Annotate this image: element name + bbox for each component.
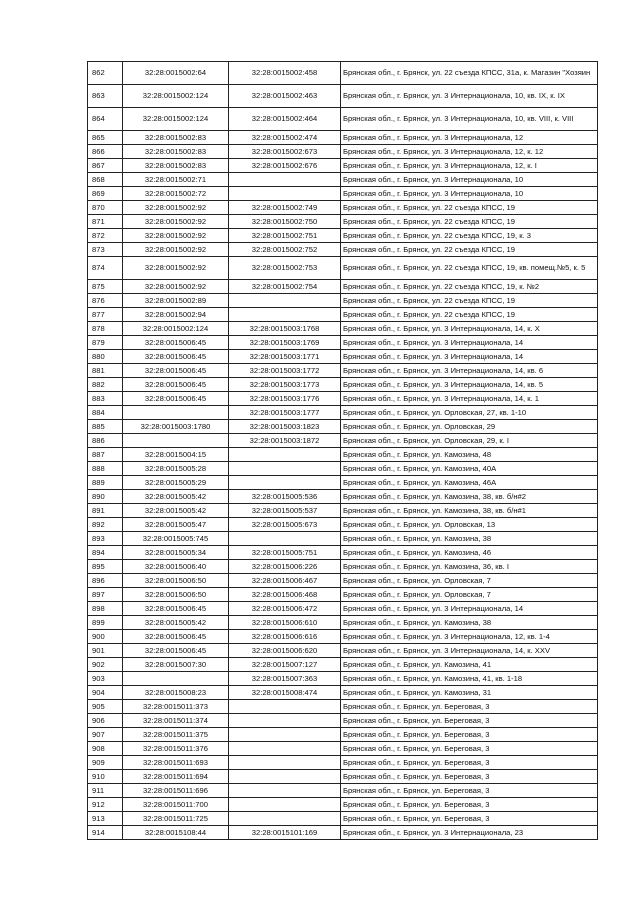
land-cadastral-number-cell: 32:28:0015004:15 bbox=[123, 448, 229, 462]
land-cadastral-number-cell: 32:28:0015005:745 bbox=[123, 532, 229, 546]
row-number-cell: 891 bbox=[88, 504, 123, 518]
table-row bbox=[88, 434, 598, 448]
table-row bbox=[88, 588, 598, 602]
address-cell: Брянская обл., г. Брянск, ул. Орловская, 13 bbox=[341, 518, 598, 532]
address-cell: Брянская обл., г. Брянск, ул. Береговая, 3 bbox=[341, 812, 598, 826]
object-cadastral-number-cell: 32:28:0015002:463 bbox=[229, 85, 341, 108]
table-row bbox=[88, 322, 598, 336]
row-number-cell: 888 bbox=[88, 462, 123, 476]
address-cell: Брянская обл., г. Брянск, ул. Камозина, 41 bbox=[341, 658, 598, 672]
table-row bbox=[88, 658, 598, 672]
table-row bbox=[88, 784, 598, 798]
land-cadastral-number-cell: 32:28:0015006:45 bbox=[123, 378, 229, 392]
row-number-cell: 901 bbox=[88, 644, 123, 658]
address-cell: Брянская обл., г. Брянск, ул. 22 съезда КПСС, 31а, к. Магазин "Хозяин bbox=[341, 62, 598, 85]
address-cell: Брянская обл., г. Брянск, ул. 3 Интернационала, 14, кв. 5 bbox=[341, 378, 598, 392]
land-cadastral-number-cell: 32:28:0015011:376 bbox=[123, 742, 229, 756]
table-row bbox=[88, 518, 598, 532]
table-row bbox=[88, 546, 598, 560]
table-row bbox=[88, 215, 598, 229]
land-cadastral-number-cell: 32:28:0015006:45 bbox=[123, 364, 229, 378]
address-cell: Брянская обл., г. Брянск, ул. 3 Интернационала, 10, кв. VIII, к. VIII bbox=[341, 108, 598, 131]
object-cadastral-number-cell: 32:28:0015101:169 bbox=[229, 826, 341, 840]
row-number-cell: 884 bbox=[88, 406, 123, 420]
row-number-cell: 862 bbox=[88, 62, 123, 85]
table-row bbox=[88, 812, 598, 826]
land-cadastral-number-cell: 32:28:0015011:725 bbox=[123, 812, 229, 826]
row-number-cell: 900 bbox=[88, 630, 123, 644]
land-cadastral-number-cell: 32:28:0015002:72 bbox=[123, 187, 229, 201]
object-cadastral-number-cell: 32:28:0015005:537 bbox=[229, 504, 341, 518]
object-cadastral-number-cell: 32:28:0015002:750 bbox=[229, 215, 341, 229]
row-number-cell: 880 bbox=[88, 350, 123, 364]
address-cell: Брянская обл., г. Брянск, ул. 3 Интернационала, 14 bbox=[341, 350, 598, 364]
address-cell: Брянская обл., г. Брянск, ул. 3 Интернационала, 14 bbox=[341, 602, 598, 616]
land-cadastral-number-cell: 32:28:0015002:64 bbox=[123, 62, 229, 85]
table-row bbox=[88, 686, 598, 700]
land-cadastral-number-cell: 32:28:0015002:92 bbox=[123, 229, 229, 243]
address-cell: Брянская обл., г. Брянск, ул. 22 съезда КПСС, 19, к. №2 bbox=[341, 280, 598, 294]
object-cadastral-number-cell: 32:28:0015006:467 bbox=[229, 574, 341, 588]
address-cell: Брянская обл., г. Брянск, ул. 22 съезда КПСС, 19 bbox=[341, 201, 598, 215]
row-number-cell: 898 bbox=[88, 602, 123, 616]
row-number-cell: 909 bbox=[88, 756, 123, 770]
object-cadastral-number-cell bbox=[229, 784, 341, 798]
address-cell: Брянская обл., г. Брянск, ул. 22 съезда КПСС, 19, кв. помещ.№5, к. 5 bbox=[341, 257, 598, 280]
address-cell: Брянская обл., г. Брянск, ул. 22 съезда КПСС, 19 bbox=[341, 215, 598, 229]
object-cadastral-number-cell: 32:28:0015003:1772 bbox=[229, 364, 341, 378]
row-number-cell: 899 bbox=[88, 616, 123, 630]
land-cadastral-number-cell: 32:28:0015011:693 bbox=[123, 756, 229, 770]
address-cell: Брянская обл., г. Брянск, ул. 3 Интернационала, 23 bbox=[341, 826, 598, 840]
land-cadastral-number-cell: 32:28:0015006:45 bbox=[123, 602, 229, 616]
address-cell: Брянская обл., г. Брянск, ул. Орловская, 7 bbox=[341, 588, 598, 602]
object-cadastral-number-cell bbox=[229, 770, 341, 784]
address-cell: Брянская обл., г. Брянск, ул. 3 Интернационала, 14, кв. 6 bbox=[341, 364, 598, 378]
row-number-cell: 910 bbox=[88, 770, 123, 784]
table-row bbox=[88, 257, 598, 280]
table-row bbox=[88, 616, 598, 630]
row-number-cell: 894 bbox=[88, 546, 123, 560]
row-number-cell: 873 bbox=[88, 243, 123, 257]
object-cadastral-number-cell: 32:28:0015003:1771 bbox=[229, 350, 341, 364]
table-row bbox=[88, 742, 598, 756]
address-cell: Брянская обл., г. Брянск, ул. 22 съезда КПСС, 19 bbox=[341, 294, 598, 308]
address-cell: Брянская обл., г. Брянск, ул. Береговая, 3 bbox=[341, 728, 598, 742]
address-cell: Брянская обл., г. Брянск, ул. Камозина, 36, кв. I bbox=[341, 560, 598, 574]
address-cell: Брянская обл., г. Брянск, ул. Орловская, 7 bbox=[341, 574, 598, 588]
table-row bbox=[88, 770, 598, 784]
object-cadastral-number-cell: 32:28:0015005:673 bbox=[229, 518, 341, 532]
land-cadastral-number-cell: 32:28:0015008:23 bbox=[123, 686, 229, 700]
address-cell: Брянская обл., г. Брянск, ул. Камозина, 38 bbox=[341, 616, 598, 630]
row-number-cell: 903 bbox=[88, 672, 123, 686]
row-number-cell: 885 bbox=[88, 420, 123, 434]
land-cadastral-number-cell: 32:28:0015002:92 bbox=[123, 243, 229, 257]
object-cadastral-number-cell: 32:28:0015005:751 bbox=[229, 546, 341, 560]
table-row bbox=[88, 700, 598, 714]
table-row bbox=[88, 392, 598, 406]
object-cadastral-number-cell: 32:28:0015006:620 bbox=[229, 644, 341, 658]
land-cadastral-number-cell bbox=[123, 434, 229, 448]
object-cadastral-number-cell: 32:28:0015003:1777 bbox=[229, 406, 341, 420]
object-cadastral-number-cell: 32:28:0015006:616 bbox=[229, 630, 341, 644]
address-cell: Брянская обл., г. Брянск, ул. Камозина, 40А bbox=[341, 462, 598, 476]
table-row bbox=[88, 85, 598, 108]
row-number-cell: 896 bbox=[88, 574, 123, 588]
address-cell: Брянская обл., г. Брянск, ул. Береговая, 3 bbox=[341, 770, 598, 784]
object-cadastral-number-cell: 32:28:0015003:1776 bbox=[229, 392, 341, 406]
address-cell: Брянская обл., г. Брянск, ул. 22 съезда КПСС, 19 bbox=[341, 308, 598, 322]
object-cadastral-number-cell bbox=[229, 700, 341, 714]
row-number-cell: 887 bbox=[88, 448, 123, 462]
table-row bbox=[88, 159, 598, 173]
address-cell: Брянская обл., г. Брянск, ул. Камозина, 38, кв. б/н#1 bbox=[341, 504, 598, 518]
object-cadastral-number-cell: 32:28:0015007:363 bbox=[229, 672, 341, 686]
address-cell: Брянская обл., г. Брянск, ул. 3 Интернационала, 12, к. I bbox=[341, 159, 598, 173]
address-cell: Брянская обл., г. Брянск, ул. 3 Интернационала, 12, к. 12 bbox=[341, 145, 598, 159]
row-number-cell: 868 bbox=[88, 173, 123, 187]
row-number-cell: 874 bbox=[88, 257, 123, 280]
object-cadastral-number-cell: 32:28:0015003:1823 bbox=[229, 420, 341, 434]
table-row bbox=[88, 378, 598, 392]
row-number-cell: 905 bbox=[88, 700, 123, 714]
table-row bbox=[88, 448, 598, 462]
row-number-cell: 878 bbox=[88, 322, 123, 336]
object-cadastral-number-cell: 32:28:0015002:752 bbox=[229, 243, 341, 257]
table-row bbox=[88, 756, 598, 770]
row-number-cell: 893 bbox=[88, 532, 123, 546]
object-cadastral-number-cell: 32:28:0015003:1768 bbox=[229, 322, 341, 336]
address-cell: Брянская обл., г. Брянск, ул. Камозина, 38 bbox=[341, 532, 598, 546]
object-cadastral-number-cell: 32:28:0015002:676 bbox=[229, 159, 341, 173]
table-row bbox=[88, 229, 598, 243]
land-cadastral-number-cell: 32:28:0015002:92 bbox=[123, 201, 229, 215]
table-row bbox=[88, 201, 598, 215]
row-number-cell: 913 bbox=[88, 812, 123, 826]
address-cell: Брянская обл., г. Брянск, ул. Орловская, 29 bbox=[341, 420, 598, 434]
address-cell: Брянская обл., г. Брянск, ул. Камозина, 46 bbox=[341, 546, 598, 560]
land-cadastral-number-cell: 32:28:0015006:50 bbox=[123, 588, 229, 602]
address-cell: Брянская обл., г. Брянск, ул. 3 Интернационала, 10, кв. IX, к. IX bbox=[341, 85, 598, 108]
row-number-cell: 870 bbox=[88, 201, 123, 215]
row-number-cell: 877 bbox=[88, 308, 123, 322]
row-number-cell: 914 bbox=[88, 826, 123, 840]
land-cadastral-number-cell: 32:28:0015011:694 bbox=[123, 770, 229, 784]
table-row bbox=[88, 826, 598, 840]
address-cell: Брянская обл., г. Брянск, ул. 3 Интернационала, 14, к. X bbox=[341, 322, 598, 336]
row-number-cell: 904 bbox=[88, 686, 123, 700]
table-row bbox=[88, 406, 598, 420]
land-cadastral-number-cell: 32:28:0015108:44 bbox=[123, 826, 229, 840]
table-row bbox=[88, 280, 598, 294]
address-cell: Брянская обл., г. Брянск, ул. 3 Интернационала, 12, кв. 1-4 bbox=[341, 630, 598, 644]
address-cell: Брянская обл., г. Брянск, ул. 3 Интернационала, 10 bbox=[341, 187, 598, 201]
table-row bbox=[88, 243, 598, 257]
object-cadastral-number-cell bbox=[229, 532, 341, 546]
cadastral-register-table bbox=[87, 61, 598, 840]
land-cadastral-number-cell: 32:28:0015002:89 bbox=[123, 294, 229, 308]
row-number-cell: 881 bbox=[88, 364, 123, 378]
object-cadastral-number-cell: 32:28:0015006:468 bbox=[229, 588, 341, 602]
object-cadastral-number-cell bbox=[229, 798, 341, 812]
row-number-cell: 886 bbox=[88, 434, 123, 448]
land-cadastral-number-cell: 32:28:0015002:92 bbox=[123, 257, 229, 280]
object-cadastral-number-cell: 32:28:0015008:474 bbox=[229, 686, 341, 700]
land-cadastral-number-cell: 32:28:0015005:42 bbox=[123, 504, 229, 518]
table-row bbox=[88, 504, 598, 518]
land-cadastral-number-cell: 32:28:0015006:45 bbox=[123, 350, 229, 364]
row-number-cell: 869 bbox=[88, 187, 123, 201]
address-cell: Брянская обл., г. Брянск, ул. Камозина, 31 bbox=[341, 686, 598, 700]
land-cadastral-number-cell: 32:28:0015005:34 bbox=[123, 546, 229, 560]
object-cadastral-number-cell: 32:28:0015002:458 bbox=[229, 62, 341, 85]
table-row bbox=[88, 574, 598, 588]
land-cadastral-number-cell: 32:28:0015005:47 bbox=[123, 518, 229, 532]
address-cell: Брянская обл., г. Брянск, ул. 3 Интернационала, 14, к. XXV bbox=[341, 644, 598, 658]
object-cadastral-number-cell bbox=[229, 187, 341, 201]
object-cadastral-number-cell: 32:28:0015007:127 bbox=[229, 658, 341, 672]
land-cadastral-number-cell: 32:28:0015005:42 bbox=[123, 490, 229, 504]
land-cadastral-number-cell: 32:28:0015002:83 bbox=[123, 145, 229, 159]
object-cadastral-number-cell bbox=[229, 294, 341, 308]
row-number-cell: 889 bbox=[88, 476, 123, 490]
row-number-cell: 902 bbox=[88, 658, 123, 672]
address-cell: Брянская обл., г. Брянск, ул. 3 Интернационала, 10 bbox=[341, 173, 598, 187]
table-row bbox=[88, 602, 598, 616]
land-cadastral-number-cell: 32:28:0015011:374 bbox=[123, 714, 229, 728]
address-cell: Брянская обл., г. Брянск, ул. 3 Интернационала, 14, к. 1 bbox=[341, 392, 598, 406]
row-number-cell: 895 bbox=[88, 560, 123, 574]
land-cadastral-number-cell: 32:28:0015007:30 bbox=[123, 658, 229, 672]
table-row bbox=[88, 187, 598, 201]
land-cadastral-number-cell: 32:28:0015002:83 bbox=[123, 159, 229, 173]
object-cadastral-number-cell bbox=[229, 756, 341, 770]
table-row bbox=[88, 364, 598, 378]
address-cell: Брянская обл., г. Брянск, ул. Камозина, 46А bbox=[341, 476, 598, 490]
object-cadastral-number-cell: 32:28:0015006:472 bbox=[229, 602, 341, 616]
row-number-cell: 897 bbox=[88, 588, 123, 602]
object-cadastral-number-cell: 32:28:0015002:464 bbox=[229, 108, 341, 131]
address-cell: Брянская обл., г. Брянск, ул. Камозина, 41, кв. 1-18 bbox=[341, 672, 598, 686]
object-cadastral-number-cell bbox=[229, 308, 341, 322]
object-cadastral-number-cell: 32:28:0015006:226 bbox=[229, 560, 341, 574]
land-cadastral-number-cell: 32:28:0015005:29 bbox=[123, 476, 229, 490]
object-cadastral-number-cell bbox=[229, 728, 341, 742]
table-row bbox=[88, 714, 598, 728]
address-cell: Брянская обл., г. Брянск, ул. Камозина, 38, кв. б/н#2 bbox=[341, 490, 598, 504]
row-number-cell: 892 bbox=[88, 518, 123, 532]
object-cadastral-number-cell bbox=[229, 173, 341, 187]
land-cadastral-number-cell: 32:28:0015006:45 bbox=[123, 644, 229, 658]
land-cadastral-number-cell: 32:28:0015002:124 bbox=[123, 322, 229, 336]
land-cadastral-number-cell: 32:28:0015002:124 bbox=[123, 85, 229, 108]
table-row bbox=[88, 728, 598, 742]
table-row bbox=[88, 798, 598, 812]
land-cadastral-number-cell: 32:28:0015006:45 bbox=[123, 336, 229, 350]
object-cadastral-number-cell: 32:28:0015006:610 bbox=[229, 616, 341, 630]
table-row bbox=[88, 560, 598, 574]
row-number-cell: 864 bbox=[88, 108, 123, 131]
land-cadastral-number-cell bbox=[123, 672, 229, 686]
object-cadastral-number-cell: 32:28:0015002:751 bbox=[229, 229, 341, 243]
table-row bbox=[88, 532, 598, 546]
row-number-cell: 912 bbox=[88, 798, 123, 812]
land-cadastral-number-cell: 32:28:0015002:92 bbox=[123, 280, 229, 294]
address-cell: Брянская обл., г. Брянск, ул. Береговая, 3 bbox=[341, 798, 598, 812]
address-cell: Брянская обл., г. Брянск, ул. 3 Интернационала, 12 bbox=[341, 131, 598, 145]
object-cadastral-number-cell bbox=[229, 448, 341, 462]
address-cell: Брянская обл., г. Брянск, ул. 3 Интернационала, 14 bbox=[341, 336, 598, 350]
row-number-cell: 906 bbox=[88, 714, 123, 728]
address-cell: Брянская обл., г. Брянск, ул. Орловская, 29, к. I bbox=[341, 434, 598, 448]
row-number-cell: 883 bbox=[88, 392, 123, 406]
row-number-cell: 890 bbox=[88, 490, 123, 504]
table-row bbox=[88, 672, 598, 686]
land-cadastral-number-cell: 32:28:0015005:42 bbox=[123, 616, 229, 630]
row-number-cell: 866 bbox=[88, 145, 123, 159]
table-row bbox=[88, 350, 598, 364]
row-number-cell: 863 bbox=[88, 85, 123, 108]
land-cadastral-number-cell: 32:28:0015002:124 bbox=[123, 108, 229, 131]
object-cadastral-number-cell: 32:28:0015003:1769 bbox=[229, 336, 341, 350]
address-cell: Брянская обл., г. Брянск, ул. Береговая, 3 bbox=[341, 756, 598, 770]
object-cadastral-number-cell: 32:28:0015002:753 bbox=[229, 257, 341, 280]
table-row bbox=[88, 62, 598, 85]
object-cadastral-number-cell: 32:28:0015003:1872 bbox=[229, 434, 341, 448]
object-cadastral-number-cell: 32:28:0015002:749 bbox=[229, 201, 341, 215]
table-row bbox=[88, 462, 598, 476]
land-cadastral-number-cell: 32:28:0015002:94 bbox=[123, 308, 229, 322]
table-row bbox=[88, 108, 598, 131]
address-cell: Брянская обл., г. Брянск, ул. Береговая, 3 bbox=[341, 700, 598, 714]
row-number-cell: 907 bbox=[88, 728, 123, 742]
table-row bbox=[88, 294, 598, 308]
row-number-cell: 882 bbox=[88, 378, 123, 392]
table-row bbox=[88, 173, 598, 187]
land-cadastral-number-cell: 32:28:0015002:92 bbox=[123, 215, 229, 229]
table-row bbox=[88, 145, 598, 159]
land-cadastral-number-cell: 32:28:0015011:373 bbox=[123, 700, 229, 714]
table-row bbox=[88, 336, 598, 350]
row-number-cell: 872 bbox=[88, 229, 123, 243]
object-cadastral-number-cell: 32:28:0015002:474 bbox=[229, 131, 341, 145]
object-cadastral-number-cell: 32:28:0015002:754 bbox=[229, 280, 341, 294]
row-number-cell: 879 bbox=[88, 336, 123, 350]
object-cadastral-number-cell bbox=[229, 812, 341, 826]
object-cadastral-number-cell: 32:28:0015003:1773 bbox=[229, 378, 341, 392]
address-cell: Брянская обл., г. Брянск, ул. 22 съезда КПСС, 19, к. 3 bbox=[341, 229, 598, 243]
land-cadastral-number-cell: 32:28:0015003:1780 bbox=[123, 420, 229, 434]
land-cadastral-number-cell: 32:28:0015006:45 bbox=[123, 630, 229, 644]
table-row bbox=[88, 490, 598, 504]
table-row bbox=[88, 630, 598, 644]
land-cadastral-number-cell: 32:28:0015002:83 bbox=[123, 131, 229, 145]
table-row bbox=[88, 476, 598, 490]
row-number-cell: 911 bbox=[88, 784, 123, 798]
object-cadastral-number-cell bbox=[229, 462, 341, 476]
object-cadastral-number-cell: 32:28:0015005:536 bbox=[229, 490, 341, 504]
register-table-body bbox=[88, 62, 598, 840]
table-row bbox=[88, 644, 598, 658]
land-cadastral-number-cell: 32:28:0015002:71 bbox=[123, 173, 229, 187]
land-cadastral-number-cell: 32:28:0015011:375 bbox=[123, 728, 229, 742]
row-number-cell: 875 bbox=[88, 280, 123, 294]
land-cadastral-number-cell: 32:28:0015011:696 bbox=[123, 784, 229, 798]
land-cadastral-number-cell: 32:28:0015006:45 bbox=[123, 392, 229, 406]
address-cell: Брянская обл., г. Брянск, ул. Береговая, 3 bbox=[341, 714, 598, 728]
address-cell: Брянская обл., г. Брянск, ул. 22 съезда КПСС, 19 bbox=[341, 243, 598, 257]
land-cadastral-number-cell: 32:28:0015006:40 bbox=[123, 560, 229, 574]
row-number-cell: 876 bbox=[88, 294, 123, 308]
land-cadastral-number-cell: 32:28:0015006:50 bbox=[123, 574, 229, 588]
address-cell: Брянская обл., г. Брянск, ул. Береговая, 3 bbox=[341, 784, 598, 798]
row-number-cell: 908 bbox=[88, 742, 123, 756]
object-cadastral-number-cell bbox=[229, 714, 341, 728]
land-cadastral-number-cell: 32:28:0015011:700 bbox=[123, 798, 229, 812]
land-cadastral-number-cell bbox=[123, 406, 229, 420]
object-cadastral-number-cell: 32:28:0015002:673 bbox=[229, 145, 341, 159]
address-cell: Брянская обл., г. Брянск, ул. Камозина, 48 bbox=[341, 448, 598, 462]
object-cadastral-number-cell bbox=[229, 742, 341, 756]
table-row bbox=[88, 131, 598, 145]
table-row bbox=[88, 420, 598, 434]
row-number-cell: 867 bbox=[88, 159, 123, 173]
row-number-cell: 865 bbox=[88, 131, 123, 145]
object-cadastral-number-cell bbox=[229, 476, 341, 490]
table-row bbox=[88, 308, 598, 322]
land-cadastral-number-cell: 32:28:0015005:28 bbox=[123, 462, 229, 476]
address-cell: Брянская обл., г. Брянск, ул. Орловская, 27, кв. 1-10 bbox=[341, 406, 598, 420]
row-number-cell: 871 bbox=[88, 215, 123, 229]
address-cell: Брянская обл., г. Брянск, ул. Береговая, 3 bbox=[341, 742, 598, 756]
